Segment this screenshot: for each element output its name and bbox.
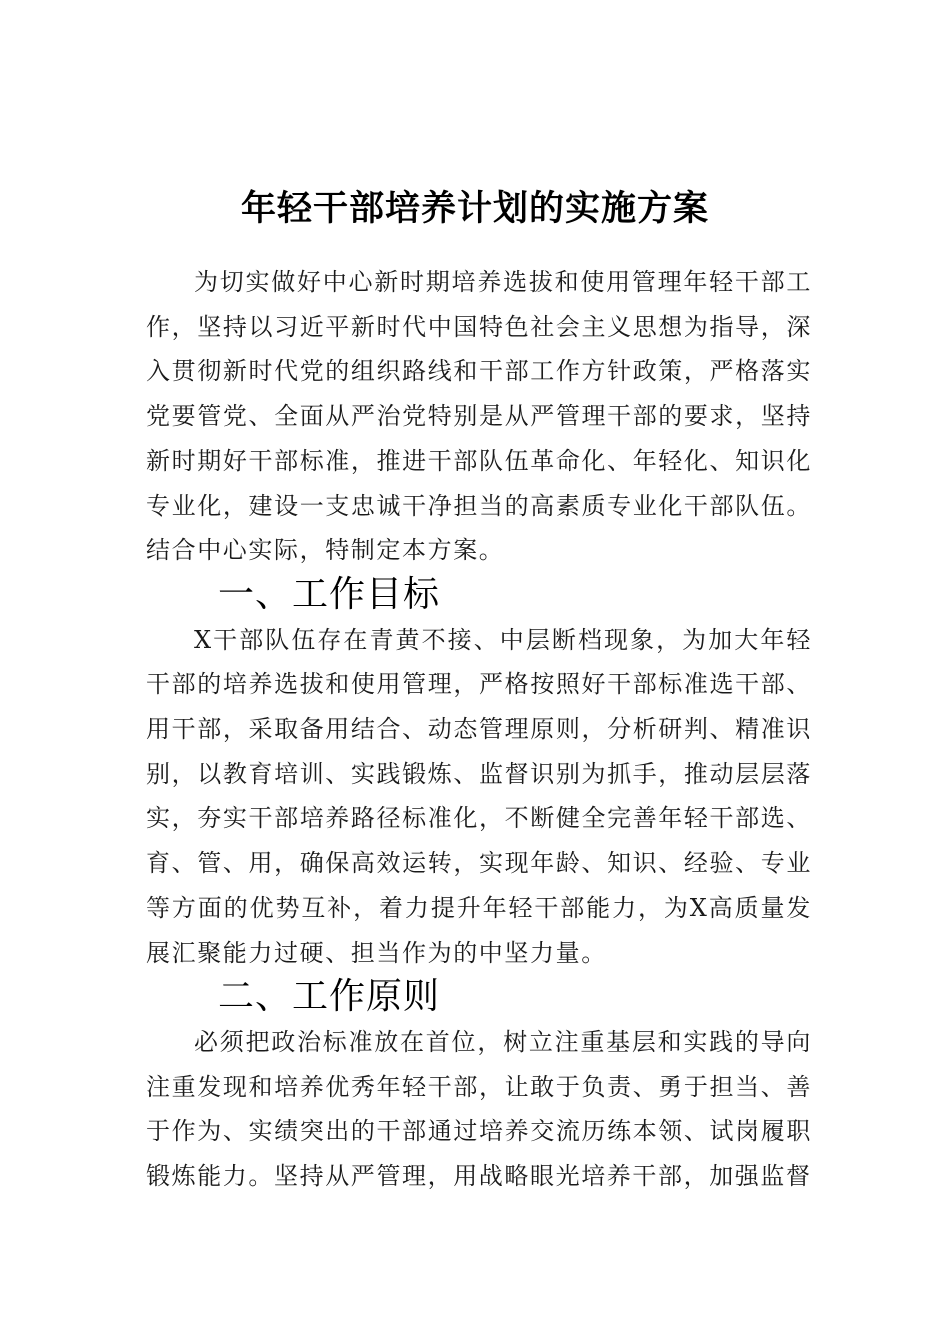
section-heading-goals: 一、工作目标 [218, 573, 441, 615]
section-paragraph-goals: X干部队伍存在青黄不接、中层断档现象，为加大年轻干部的培养选拔和使用管理，严格按照好干部标准选干部、用干部，采取备用结合、动态管理原则，分析研判、精准识别，以教育培训、实践锻炼、监督识别为抓手，推动层层落实，夯实干部培养路径标准化，不断健全完善年轻干部选、育、管、用，确保高效运转，实现年龄、知识、经验、专业等方面的优势互补，着力提升年轻干部能力，为X高质量发展汇聚能力过硬、担当作为的中坚力量。 [146, 625, 812, 967]
section-paragraph-principles: 必须把政治标准放在首位，树立注重基层和实践的导向注重发现和培养优秀年轻干部，让敢于负责、勇于担当、善于作为、实绩突出的干部通过培养交流历练本领、试岗履职锻炼能力。坚持从严管理，用战略眼光培养干部，加强监督 [146, 1027, 812, 1191]
section-heading-principles: 二、工作原则 [218, 976, 441, 1018]
document-body [146, 260, 812, 1199]
intro-paragraph: 为切实做好中心新时期培养选拔和使用管理年轻干部工作，坚持以习近平新时代中国特色社会主义思想为指导，深入贯彻新时代党的组织路线和干部工作方针政策，严格落实党要管党、全面从严治党特别是从严管理干部的要求，坚持新时期好干部标准，推进干部队伍革命化、年轻化、知识化专业化，建设一支忠诚干净担当的高素质专业化干部队伍。结合中心实际，特制定本方案。 [146, 268, 812, 565]
document-title: 年轻干部培养计划的实施方案 [240, 188, 709, 230]
